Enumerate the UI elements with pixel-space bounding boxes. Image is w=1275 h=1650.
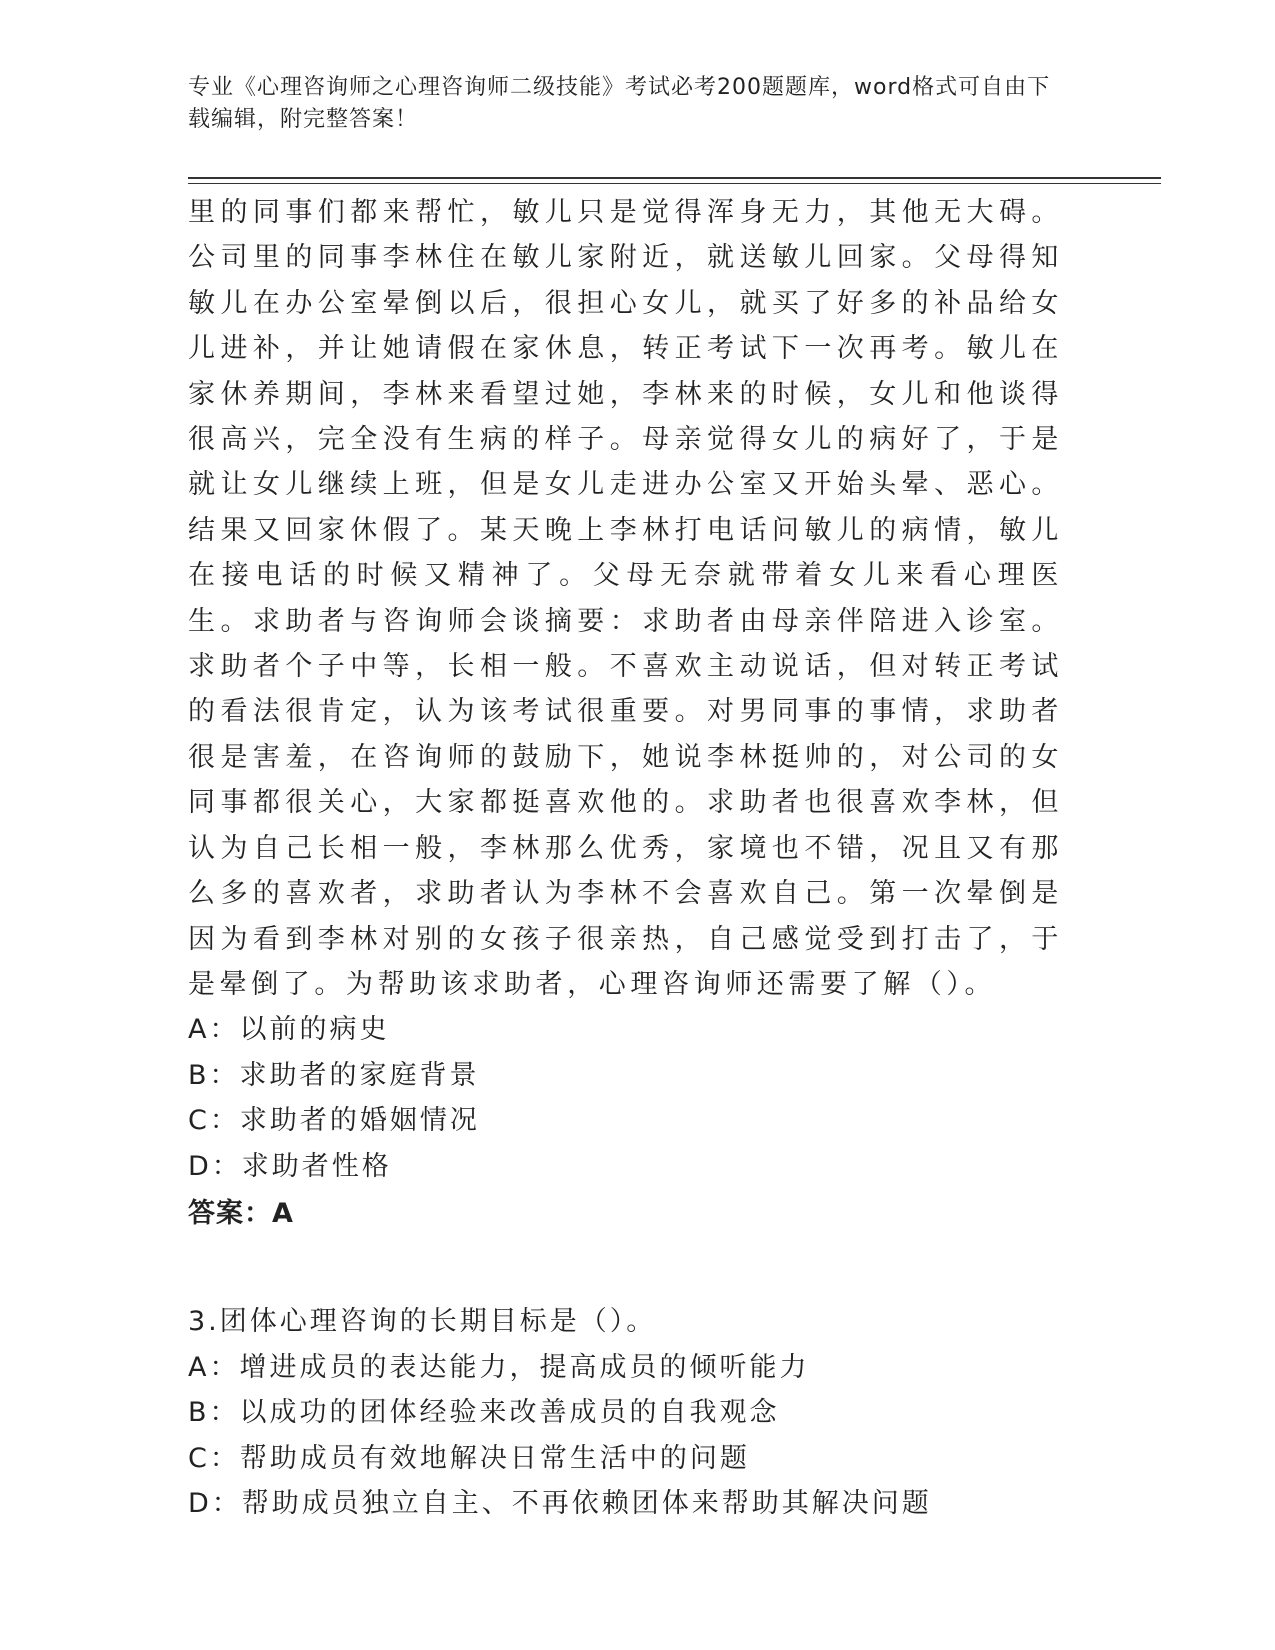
question-3-options <box>188 1345 1063 1527</box>
option-b: B：求助者的家庭背景 <box>188 1059 480 1091</box>
header-rule-thick <box>188 177 1161 179</box>
case-passage: 里的同事们都来帮忙，敏儿只是觉得浑身无力，其他无大碍。公司里的同事李林住在敏儿家附近，就送敏儿回家。父母得知敏儿在办公室晕倒以后，很担心女儿，就买了好多的补品给女儿进补，并让她请假在家休息，转正考试下一次再考。敏儿在家休养期间，李林来看望过她，李林来的时候，女儿和他谈得很高兴，完全没有生病的样子。母亲觉得女儿的病好了，于是就让女儿继续上班，但是女儿走进办公室又开始头晕、恶心。结果又回家休假了。某天晚上李林打电话问敏儿的病情，敏儿在接电话的时候又精神了。父母无奈就带着女儿来看心理医生。求助者与咨询师会谈摘要：求助者由母亲伴陪进入诊室。求助者个子中等，长相一般。不喜欢主动说话，但对转正考试的看法很肯定，认为该考试很重要。对男同事的事情，求助者很是害羞，在咨询师的鼓励下，她说李林挺帅的，对公司的女同事都很关心，大家都挺喜欢他的。求助者也很喜欢李林，但认为自己长相一般，李林那么优秀，家境也不错，况且又有那么多的喜欢者，求助者认为李林不会喜欢自己。第一次晕倒是因为看到李林对别的女孩子很亲热，自己感觉受到打击了，于是晕倒了。为帮助该求助者，心理咨询师还需要了解（）。 <box>188 197 1063 1000</box>
option-c: C：求助者的婚姻情况 <box>188 1105 480 1137</box>
option-c: C：帮助成员有效地解决日常生活中的问题 <box>188 1442 750 1474</box>
question-3-stem: 3.团体心理咨询的长期目标是（）。 <box>188 1306 657 1338</box>
question-2-options <box>188 1007 1063 1189</box>
header-rule-thin <box>188 183 1161 184</box>
option-d: D：求助者性格 <box>188 1150 392 1182</box>
option-a: A：以前的病史 <box>188 1014 390 1046</box>
document-body <box>188 190 1063 1526</box>
option-d: D：帮助成员独立自主、不再依赖团体来帮助其解决问题 <box>188 1487 932 1519</box>
option-a: A：增进成员的表达能力，提高成员的倾听能力 <box>188 1351 810 1383</box>
option-b: B：以成功的团体经验来改善成员的自我观念 <box>188 1397 780 1429</box>
answer-line: 答案：A <box>188 1197 294 1229</box>
document-header: 专业《心理咨询师之心理咨询师二级技能》考试必考200题题库，word格式可自由下载编辑，附完整答案！ <box>188 75 1051 132</box>
